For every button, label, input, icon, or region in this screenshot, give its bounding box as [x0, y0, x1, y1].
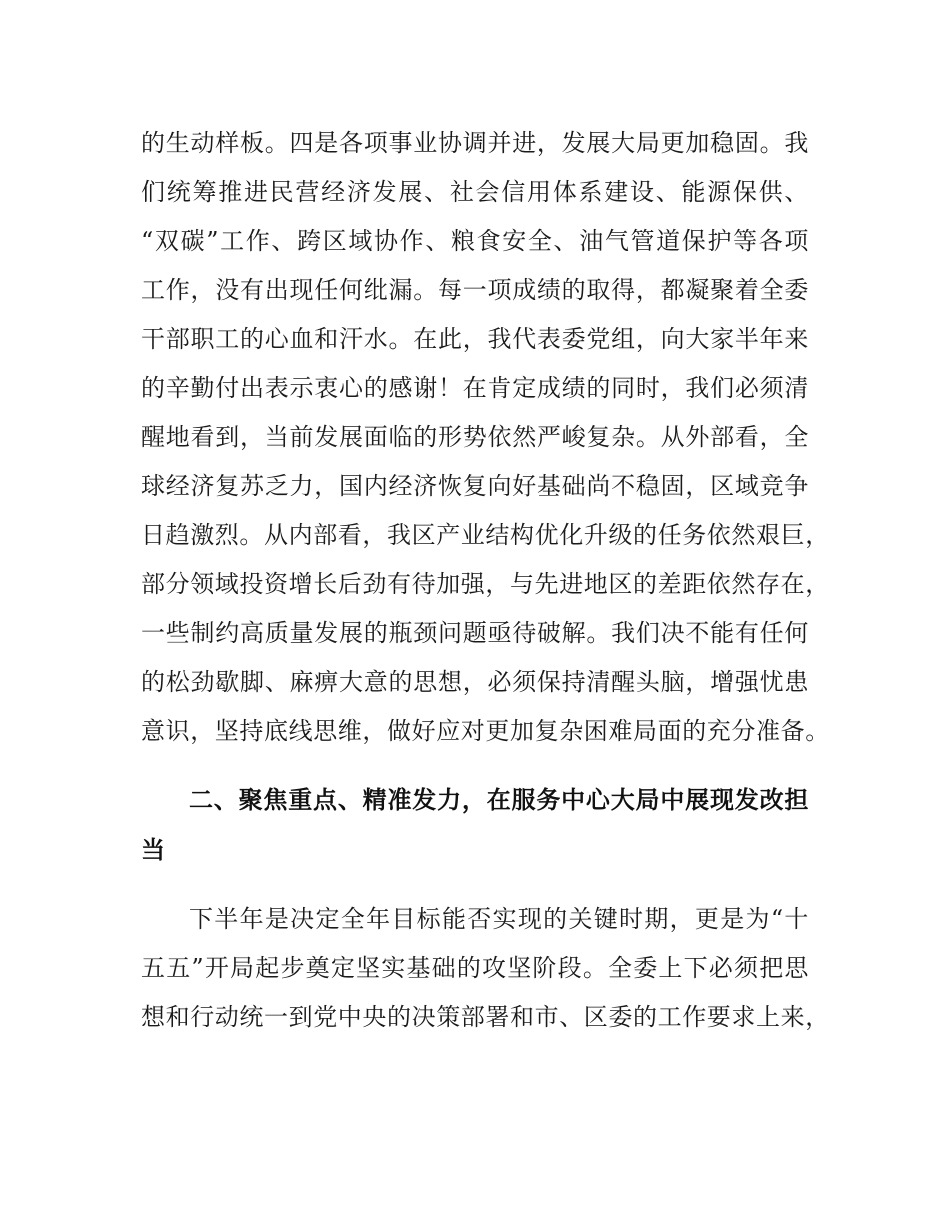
body-text-line: “双碳”工作、跨区域协作、粮食安全、油气管道保护等各项: [141, 227, 809, 255]
section-heading-line: 当: [141, 836, 166, 864]
body-text-line: 部分领域投资增长后劲有待加强，与先进地区的差距依然存在，: [141, 570, 830, 598]
section-heading-line: 二、聚焦重点、精准发力，在服务中心大局中展现发改担: [189, 786, 809, 814]
body-text-line: 的辛勤付出表示衷心的感谢！在肯定成绩的同时，我们必须清: [141, 374, 809, 402]
body-text-line: 的松劲歇脚、麻痹大意的思想，必须保持清醒头脑，增强忧患: [141, 668, 809, 696]
body-text-line: 五五”开局起步奠定坚实基础的攻坚阶段。全委上下必须把思: [141, 954, 809, 982]
body-text-line: 想和行动统一到党中央的决策部署和市、区委的工作要求上来，: [141, 1003, 830, 1031]
body-text-line: 日趋激烈。从内部看，我区产业结构优化升级的任务依然艰巨，: [141, 521, 830, 549]
body-text-line: 醒地看到，当前发展面临的形势依然严峻复杂。从外部看，全: [141, 423, 809, 451]
body-text-line: 下半年是决定全年目标能否实现的关键时期，更是为“十: [189, 905, 809, 933]
body-text-line: 一些制约高质量发展的瓶颈问题亟待破解。我们决不能有任何: [141, 619, 809, 647]
body-text-line: 工作，没有出现任何纰漏。每一项成绩的取得，都凝聚着全委: [141, 276, 809, 304]
body-text-line: 球经济复苏乏力，国内经济恢复向好基础尚不稳固，区域竞争: [141, 472, 809, 500]
body-text-line: 干部职工的心血和汗水。在此，我代表委党组，向大家半年来: [141, 325, 809, 353]
body-text-line: 的生动样板。四是各项事业协调并进，发展大局更加稳固。我: [141, 129, 809, 157]
body-text-line: 意识，坚持底线思维，做好应对更加复杂困难局面的充分准备。: [141, 717, 830, 745]
body-text-line: 们统筹推进民营经济发展、社会信用体系建设、能源保供、: [141, 178, 809, 206]
